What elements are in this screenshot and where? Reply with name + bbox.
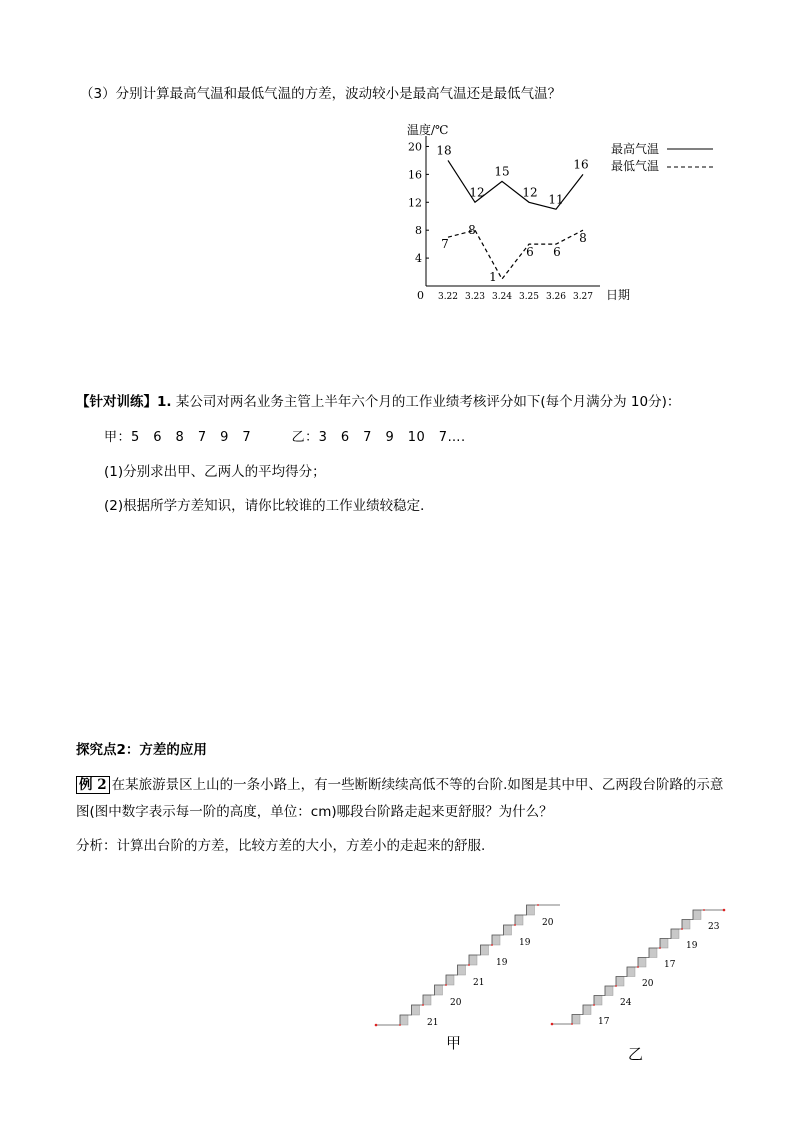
step-height-label: 17 <box>598 1017 610 1027</box>
data-label: 1 <box>489 270 497 285</box>
step-block <box>693 910 701 920</box>
y-tick-label: 12 <box>408 196 422 210</box>
data-label: 11 <box>548 192 564 207</box>
step-height-label: 21 <box>473 978 485 988</box>
step-block <box>412 1005 420 1015</box>
step-block <box>435 985 443 995</box>
step-block <box>515 915 523 925</box>
data-label: 16 <box>573 157 589 172</box>
exploration-point-2-heading: 探究点2：方差的应用 <box>76 742 207 758</box>
drill-text: 某公司对两名业务主管上半年六个月的工作业绩考核评分如下(每个月满分为 10分)： <box>175 394 681 410</box>
drill-bracket: 【针对训练】 <box>76 394 157 410</box>
step-block <box>492 935 500 945</box>
data-label: 6 <box>526 245 534 260</box>
corner-dot <box>637 966 639 968</box>
origin-label: 0 <box>417 289 424 302</box>
step-height-label: 20 <box>642 979 654 989</box>
x-tick-label: 3.25 <box>518 292 540 302</box>
data-label: 12 <box>469 185 485 200</box>
y-tick-label: 16 <box>408 168 422 182</box>
step-block <box>594 996 602 1006</box>
step-block <box>638 958 646 968</box>
series-min-line <box>448 230 583 279</box>
example-2 <box>76 772 726 826</box>
stairs-diagram-yi <box>548 890 738 1030</box>
data-label: 15 <box>494 164 510 179</box>
data-label: 6 <box>553 245 561 260</box>
step-block <box>605 986 613 996</box>
step-height-label: 20 <box>542 918 554 928</box>
end-dot <box>723 909 726 912</box>
step-height-label: 21 <box>427 1018 439 1028</box>
corner-dot <box>703 909 705 911</box>
step-block <box>400 1015 408 1025</box>
drill-question-1: (1)分别求出甲、乙两人的平均得分； <box>104 464 326 480</box>
step-height-label: 24 <box>620 998 632 1008</box>
drill-number: 1. <box>157 394 172 410</box>
example-2-text: 在某旅游景区上山的一条小路上，有一些断断续续高低不等的台阶.如图是其中甲、乙两段台阶路的示意图(图中数字表示每一阶的高度，单位：cm)哪段台阶路走起来更舒服？为什么？ <box>76 777 724 820</box>
y-tick-label: 4 <box>415 252 422 266</box>
step-block <box>504 925 512 935</box>
legend-min-label: 最低气温 <box>611 159 660 173</box>
chart-series <box>448 160 583 279</box>
data-labels <box>436 143 588 284</box>
corner-dot <box>593 1004 595 1006</box>
start-dot <box>551 1023 554 1026</box>
step-block <box>649 948 657 958</box>
corner-dot <box>422 1004 424 1006</box>
y-axis-label: 温度/℃ <box>407 123 449 137</box>
legend <box>611 141 713 173</box>
y-tick-labels <box>408 140 422 265</box>
corner-dot <box>399 1024 401 1026</box>
step-block <box>616 977 624 987</box>
y-tick-label: 20 <box>408 140 422 154</box>
step-block <box>583 1005 591 1015</box>
step-block <box>627 967 635 977</box>
data-label: 8 <box>579 231 587 246</box>
drill-heading <box>76 390 680 410</box>
step-block <box>481 945 489 955</box>
legend-max-label: 最高气温 <box>611 142 660 156</box>
scores-line: 甲：5 6 8 7 9 7 乙：3 6 7 9 10 7…. <box>104 430 466 445</box>
x-tick-label: 3.23 <box>464 292 486 302</box>
analysis-text: 分析：计算出台阶的方差，比较方差的大小，方差小的走起来的舒服. <box>76 838 486 854</box>
step-height-label: 19 <box>496 958 508 968</box>
step-block <box>423 995 431 1005</box>
corner-dot <box>514 924 516 926</box>
step-block <box>446 975 454 985</box>
step-height-label: 20 <box>450 998 462 1008</box>
x-axis-label: 日期 <box>606 288 631 302</box>
question-3: （3）分别计算最高气温和最低气温的方差，波动较小是最高气温还是最低气温？ <box>80 86 562 102</box>
step-block <box>527 905 535 915</box>
step-block <box>458 965 466 975</box>
start-dot <box>375 1024 378 1027</box>
stair-outline <box>376 905 560 1025</box>
step-height-label: 23 <box>708 922 720 932</box>
step-height-label: 19 <box>519 938 531 948</box>
data-label: 8 <box>468 223 476 238</box>
step-height-label: 17 <box>664 960 676 970</box>
x-tick-label: 3.27 <box>572 292 594 302</box>
stairs-diagram-jia <box>370 880 560 1030</box>
example-2-tag: 例 2 <box>76 776 110 794</box>
corner-dot <box>491 944 493 946</box>
step-block <box>572 1015 580 1025</box>
corner-dot <box>445 984 447 986</box>
x-tick-label: 3.26 <box>545 292 567 302</box>
step-block <box>682 920 690 930</box>
data-label: 7 <box>441 237 449 252</box>
drill-question-2: (2)根据所学方差知识，请你比较谁的工作业绩较稳定． <box>104 498 434 514</box>
stairs-label-yi: 乙 <box>628 1045 644 1063</box>
step-block <box>469 955 477 965</box>
corner-dot <box>681 928 683 930</box>
data-label: 12 <box>522 185 538 200</box>
step-height-label: 19 <box>686 941 698 951</box>
stairs-label-jia: 甲 <box>446 1034 462 1052</box>
temperature-line-chart <box>395 118 725 308</box>
x-tick-label: 3.22 <box>437 292 459 302</box>
corner-dot <box>537 904 539 906</box>
corner-dot <box>571 1023 573 1025</box>
data-label: 18 <box>436 143 452 158</box>
corner-dot <box>615 985 617 987</box>
corner-dot <box>468 964 470 966</box>
x-tick-label: 3.24 <box>491 292 513 302</box>
step-block <box>671 929 679 939</box>
step-block <box>660 939 668 949</box>
x-tick-labels <box>438 292 593 302</box>
y-tick-label: 8 <box>415 224 422 238</box>
corner-dot <box>659 947 661 949</box>
